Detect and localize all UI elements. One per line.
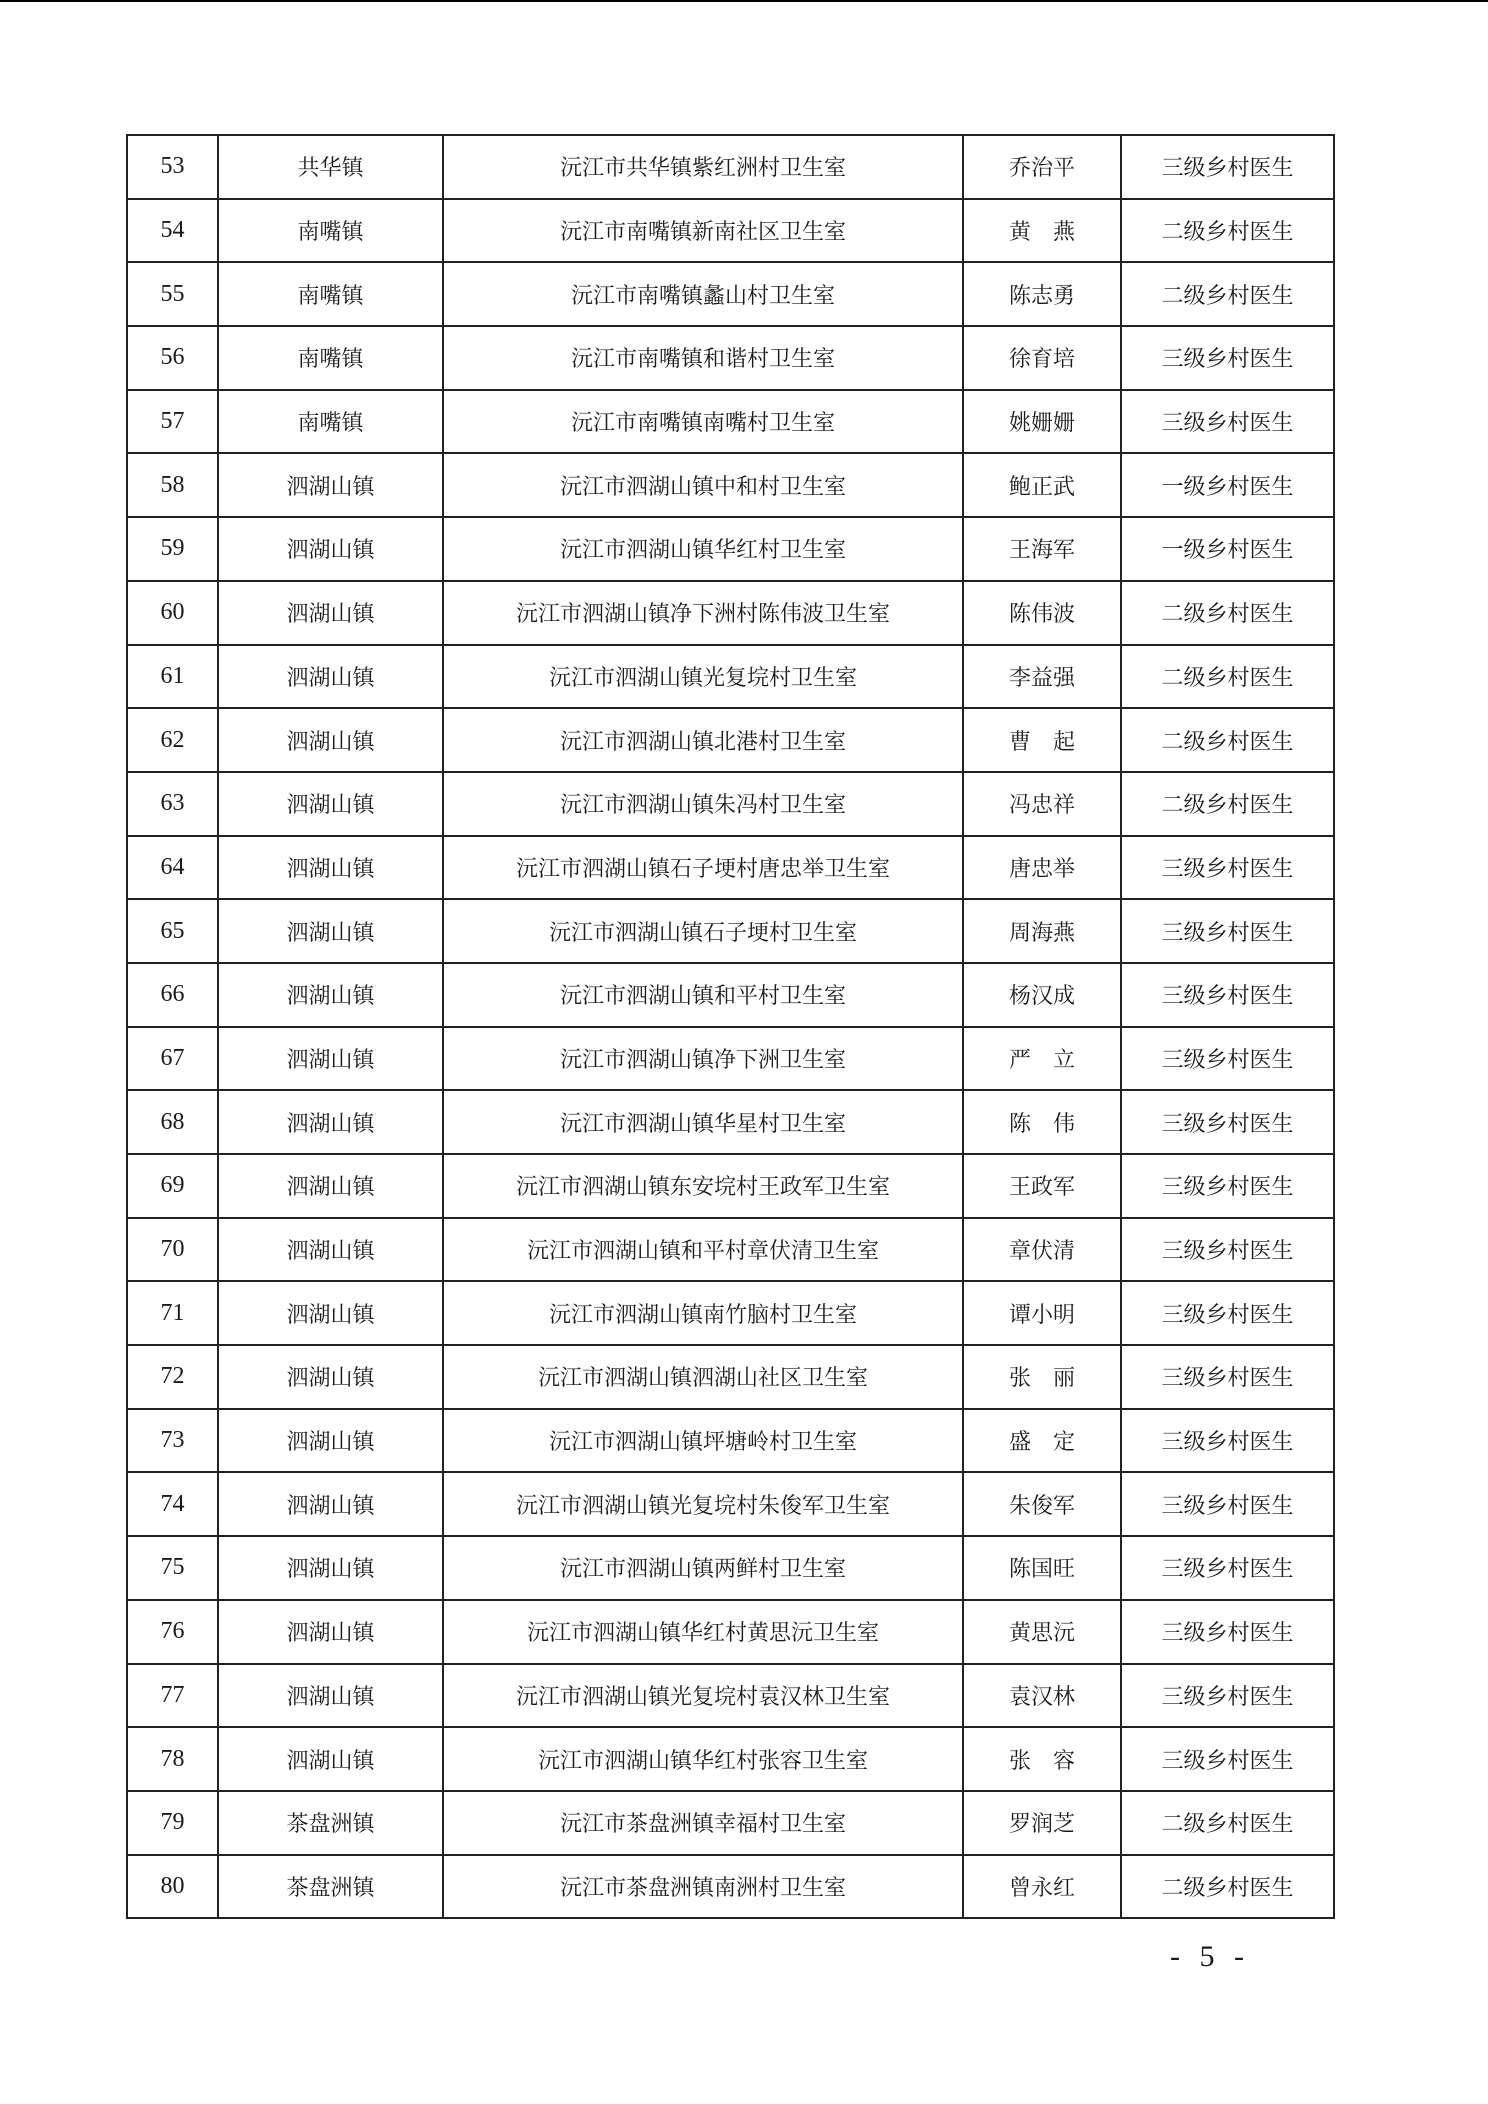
- cell-index: 80: [127, 1855, 218, 1919]
- cell-level: 三级乡村医生: [1121, 1090, 1334, 1154]
- table-row: [127, 453, 1334, 517]
- cell-level: 三级乡村医生: [1121, 1727, 1334, 1791]
- table-row: [127, 581, 1334, 645]
- cell-town: 泗湖山镇: [218, 1536, 443, 1600]
- cell-doctor-name: 王海军: [963, 517, 1121, 581]
- cell-level: 三级乡村医生: [1121, 1345, 1334, 1409]
- cell-doctor-name: 章伏清: [963, 1218, 1121, 1282]
- cell-level: 二级乡村医生: [1121, 772, 1334, 836]
- cell-level: 二级乡村医生: [1121, 645, 1334, 709]
- cell-doctor-name: 黄思沅: [963, 1600, 1121, 1664]
- table-row: [127, 1218, 1334, 1282]
- cell-town: 南嘴镇: [218, 199, 443, 263]
- table-body: [127, 135, 1334, 1918]
- cell-clinic: 沅江市泗湖山镇光复垸村袁汉林卫生室: [443, 1664, 963, 1728]
- table-row: [127, 262, 1334, 326]
- cell-clinic: 沅江市泗湖山镇华红村张容卫生室: [443, 1727, 963, 1791]
- cell-doctor-name: 陈志勇: [963, 262, 1121, 326]
- table-row: [127, 772, 1334, 836]
- page-number: - 5 -: [1170, 1940, 1250, 1973]
- cell-index: 74: [127, 1472, 218, 1536]
- cell-town: 泗湖山镇: [218, 1409, 443, 1473]
- cell-doctor-name: 朱俊军: [963, 1472, 1121, 1536]
- cell-clinic: 沅江市南嘴镇蠡山村卫生室: [443, 262, 963, 326]
- cell-doctor-name: 陈伟波: [963, 581, 1121, 645]
- cell-clinic: 沅江市共华镇紫红洲村卫生室: [443, 135, 963, 199]
- cell-index: 57: [127, 390, 218, 454]
- table-row: [127, 1664, 1334, 1728]
- cell-doctor-name: 曾永红: [963, 1855, 1121, 1919]
- cell-index: 79: [127, 1791, 218, 1855]
- cell-level: 三级乡村医生: [1121, 1472, 1334, 1536]
- table-row: [127, 199, 1334, 263]
- cell-index: 69: [127, 1154, 218, 1218]
- cell-town: 泗湖山镇: [218, 1345, 443, 1409]
- cell-level: 三级乡村医生: [1121, 1409, 1334, 1473]
- cell-clinic: 沅江市南嘴镇南嘴村卫生室: [443, 390, 963, 454]
- cell-town: 泗湖山镇: [218, 1090, 443, 1154]
- cell-level: 三级乡村医生: [1121, 1281, 1334, 1345]
- cell-doctor-name: 严 立: [963, 1027, 1121, 1091]
- cell-index: 53: [127, 135, 218, 199]
- cell-clinic: 沅江市南嘴镇和谐村卫生室: [443, 326, 963, 390]
- cell-index: 78: [127, 1727, 218, 1791]
- cell-index: 68: [127, 1090, 218, 1154]
- cell-doctor-name: 黄 燕: [963, 199, 1121, 263]
- cell-doctor-name: 姚姗姗: [963, 390, 1121, 454]
- cell-clinic: 沅江市泗湖山镇中和村卫生室: [443, 453, 963, 517]
- table-row: [127, 708, 1334, 772]
- cell-town: 泗湖山镇: [218, 836, 443, 900]
- cell-doctor-name: 唐忠举: [963, 836, 1121, 900]
- cell-index: 66: [127, 963, 218, 1027]
- cell-clinic: 沅江市泗湖山镇光复垸村卫生室: [443, 645, 963, 709]
- cell-index: 54: [127, 199, 218, 263]
- cell-clinic: 沅江市泗湖山镇华星村卫生室: [443, 1090, 963, 1154]
- cell-clinic: 沅江市泗湖山镇和平村章伏清卫生室: [443, 1218, 963, 1282]
- cell-index: 67: [127, 1027, 218, 1091]
- cell-level: 二级乡村医生: [1121, 199, 1334, 263]
- cell-index: 73: [127, 1409, 218, 1473]
- cell-town: 南嘴镇: [218, 262, 443, 326]
- table-row: [127, 326, 1334, 390]
- cell-town: 共华镇: [218, 135, 443, 199]
- cell-level: 三级乡村医生: [1121, 135, 1334, 199]
- cell-doctor-name: 冯忠祥: [963, 772, 1121, 836]
- cell-clinic: 沅江市泗湖山镇坪塘岭村卫生室: [443, 1409, 963, 1473]
- cell-clinic: 沅江市泗湖山镇华红村卫生室: [443, 517, 963, 581]
- cell-town: 泗湖山镇: [218, 1154, 443, 1218]
- cell-level: 三级乡村医生: [1121, 1027, 1334, 1091]
- cell-doctor-name: 罗润芝: [963, 1791, 1121, 1855]
- cell-index: 61: [127, 645, 218, 709]
- cell-clinic: 沅江市泗湖山镇泗湖山社区卫生室: [443, 1345, 963, 1409]
- cell-index: 55: [127, 262, 218, 326]
- cell-town: 泗湖山镇: [218, 1472, 443, 1536]
- cell-clinic: 沅江市泗湖山镇华红村黄思沅卫生室: [443, 1600, 963, 1664]
- table-row: [127, 1345, 1334, 1409]
- cell-town: 泗湖山镇: [218, 517, 443, 581]
- table-row: [127, 1090, 1334, 1154]
- cell-index: 76: [127, 1600, 218, 1664]
- cell-index: 59: [127, 517, 218, 581]
- cell-index: 62: [127, 708, 218, 772]
- cell-level: 二级乡村医生: [1121, 1791, 1334, 1855]
- cell-clinic: 沅江市泗湖山镇东安垸村王政军卫生室: [443, 1154, 963, 1218]
- cell-town: 茶盘洲镇: [218, 1791, 443, 1855]
- cell-town: 泗湖山镇: [218, 899, 443, 963]
- table-row: [127, 1472, 1334, 1536]
- cell-doctor-name: 王政军: [963, 1154, 1121, 1218]
- cell-index: 72: [127, 1345, 218, 1409]
- cell-clinic: 沅江市泗湖山镇光复垸村朱俊军卫生室: [443, 1472, 963, 1536]
- cell-index: 65: [127, 899, 218, 963]
- top-border-line: [0, 0, 1488, 2]
- cell-clinic: 沅江市泗湖山镇南竹脑村卫生室: [443, 1281, 963, 1345]
- cell-doctor-name: 鲍正武: [963, 453, 1121, 517]
- cell-level: 三级乡村医生: [1121, 836, 1334, 900]
- cell-town: 泗湖山镇: [218, 645, 443, 709]
- cell-index: 77: [127, 1664, 218, 1728]
- cell-town: 泗湖山镇: [218, 1727, 443, 1791]
- cell-level: 二级乡村医生: [1121, 708, 1334, 772]
- table-row: [127, 1154, 1334, 1218]
- doctor-table-container: [126, 134, 1333, 1919]
- cell-clinic: 沅江市茶盘洲镇南洲村卫生室: [443, 1855, 963, 1919]
- cell-index: 60: [127, 581, 218, 645]
- cell-clinic: 沅江市泗湖山镇石子埂村唐忠举卫生室: [443, 836, 963, 900]
- cell-doctor-name: 李益强: [963, 645, 1121, 709]
- cell-clinic: 沅江市泗湖山镇和平村卫生室: [443, 963, 963, 1027]
- cell-index: 75: [127, 1536, 218, 1600]
- cell-level: 三级乡村医生: [1121, 1600, 1334, 1664]
- cell-index: 64: [127, 836, 218, 900]
- cell-index: 70: [127, 1218, 218, 1282]
- cell-clinic: 沅江市南嘴镇新南社区卫生室: [443, 199, 963, 263]
- cell-doctor-name: 盛 定: [963, 1409, 1121, 1473]
- cell-town: 泗湖山镇: [218, 453, 443, 517]
- cell-level: 三级乡村医生: [1121, 326, 1334, 390]
- doctor-table: [126, 134, 1335, 1919]
- cell-clinic: 沅江市泗湖山镇净下洲村陈伟波卫生室: [443, 581, 963, 645]
- cell-level: 二级乡村医生: [1121, 581, 1334, 645]
- cell-town: 泗湖山镇: [218, 1218, 443, 1282]
- table-row: [127, 390, 1334, 454]
- table-row: [127, 1600, 1334, 1664]
- cell-level: 三级乡村医生: [1121, 1536, 1334, 1600]
- cell-index: 58: [127, 453, 218, 517]
- cell-town: 泗湖山镇: [218, 708, 443, 772]
- cell-level: 三级乡村医生: [1121, 1218, 1334, 1282]
- cell-doctor-name: 陈 伟: [963, 1090, 1121, 1154]
- cell-town: 泗湖山镇: [218, 1281, 443, 1345]
- cell-doctor-name: 陈国旺: [963, 1536, 1121, 1600]
- cell-level: 一级乡村医生: [1121, 453, 1334, 517]
- table-row: [127, 963, 1334, 1027]
- table-row: [127, 517, 1334, 581]
- cell-level: 三级乡村医生: [1121, 390, 1334, 454]
- cell-level: 一级乡村医生: [1121, 517, 1334, 581]
- cell-clinic: 沅江市泗湖山镇两鲜村卫生室: [443, 1536, 963, 1600]
- table-row: [127, 1027, 1334, 1091]
- table-row: [127, 1727, 1334, 1791]
- cell-town: 泗湖山镇: [218, 772, 443, 836]
- cell-doctor-name: 徐育培: [963, 326, 1121, 390]
- cell-doctor-name: 乔治平: [963, 135, 1121, 199]
- cell-index: 71: [127, 1281, 218, 1345]
- cell-clinic: 沅江市泗湖山镇北港村卫生室: [443, 708, 963, 772]
- cell-doctor-name: 袁汉林: [963, 1664, 1121, 1728]
- cell-town: 南嘴镇: [218, 326, 443, 390]
- table-row: [127, 135, 1334, 199]
- cell-index: 56: [127, 326, 218, 390]
- cell-doctor-name: 张 丽: [963, 1345, 1121, 1409]
- cell-clinic: 沅江市泗湖山镇净下洲卫生室: [443, 1027, 963, 1091]
- table-row: [127, 645, 1334, 709]
- table-row: [127, 1409, 1334, 1473]
- cell-level: 三级乡村医生: [1121, 963, 1334, 1027]
- cell-clinic: 沅江市茶盘洲镇幸福村卫生室: [443, 1791, 963, 1855]
- cell-doctor-name: 谭小明: [963, 1281, 1121, 1345]
- cell-town: 茶盘洲镇: [218, 1855, 443, 1919]
- cell-doctor-name: 杨汉成: [963, 963, 1121, 1027]
- table-row: [127, 899, 1334, 963]
- cell-town: 泗湖山镇: [218, 581, 443, 645]
- table-row: [127, 1855, 1334, 1919]
- cell-level: 二级乡村医生: [1121, 262, 1334, 326]
- cell-doctor-name: 曹 起: [963, 708, 1121, 772]
- table-row: [127, 836, 1334, 900]
- table-row: [127, 1536, 1334, 1600]
- table-row: [127, 1791, 1334, 1855]
- cell-town: 泗湖山镇: [218, 1600, 443, 1664]
- cell-doctor-name: 张 容: [963, 1727, 1121, 1791]
- cell-town: 泗湖山镇: [218, 1027, 443, 1091]
- cell-doctor-name: 周海燕: [963, 899, 1121, 963]
- cell-town: 南嘴镇: [218, 390, 443, 454]
- cell-level: 三级乡村医生: [1121, 899, 1334, 963]
- cell-level: 二级乡村医生: [1121, 1855, 1334, 1919]
- cell-level: 三级乡村医生: [1121, 1154, 1334, 1218]
- cell-level: 三级乡村医生: [1121, 1664, 1334, 1728]
- cell-town: 泗湖山镇: [218, 1664, 443, 1728]
- cell-clinic: 沅江市泗湖山镇朱冯村卫生室: [443, 772, 963, 836]
- cell-index: 63: [127, 772, 218, 836]
- table-row: [127, 1281, 1334, 1345]
- cell-clinic: 沅江市泗湖山镇石子埂村卫生室: [443, 899, 963, 963]
- cell-town: 泗湖山镇: [218, 963, 443, 1027]
